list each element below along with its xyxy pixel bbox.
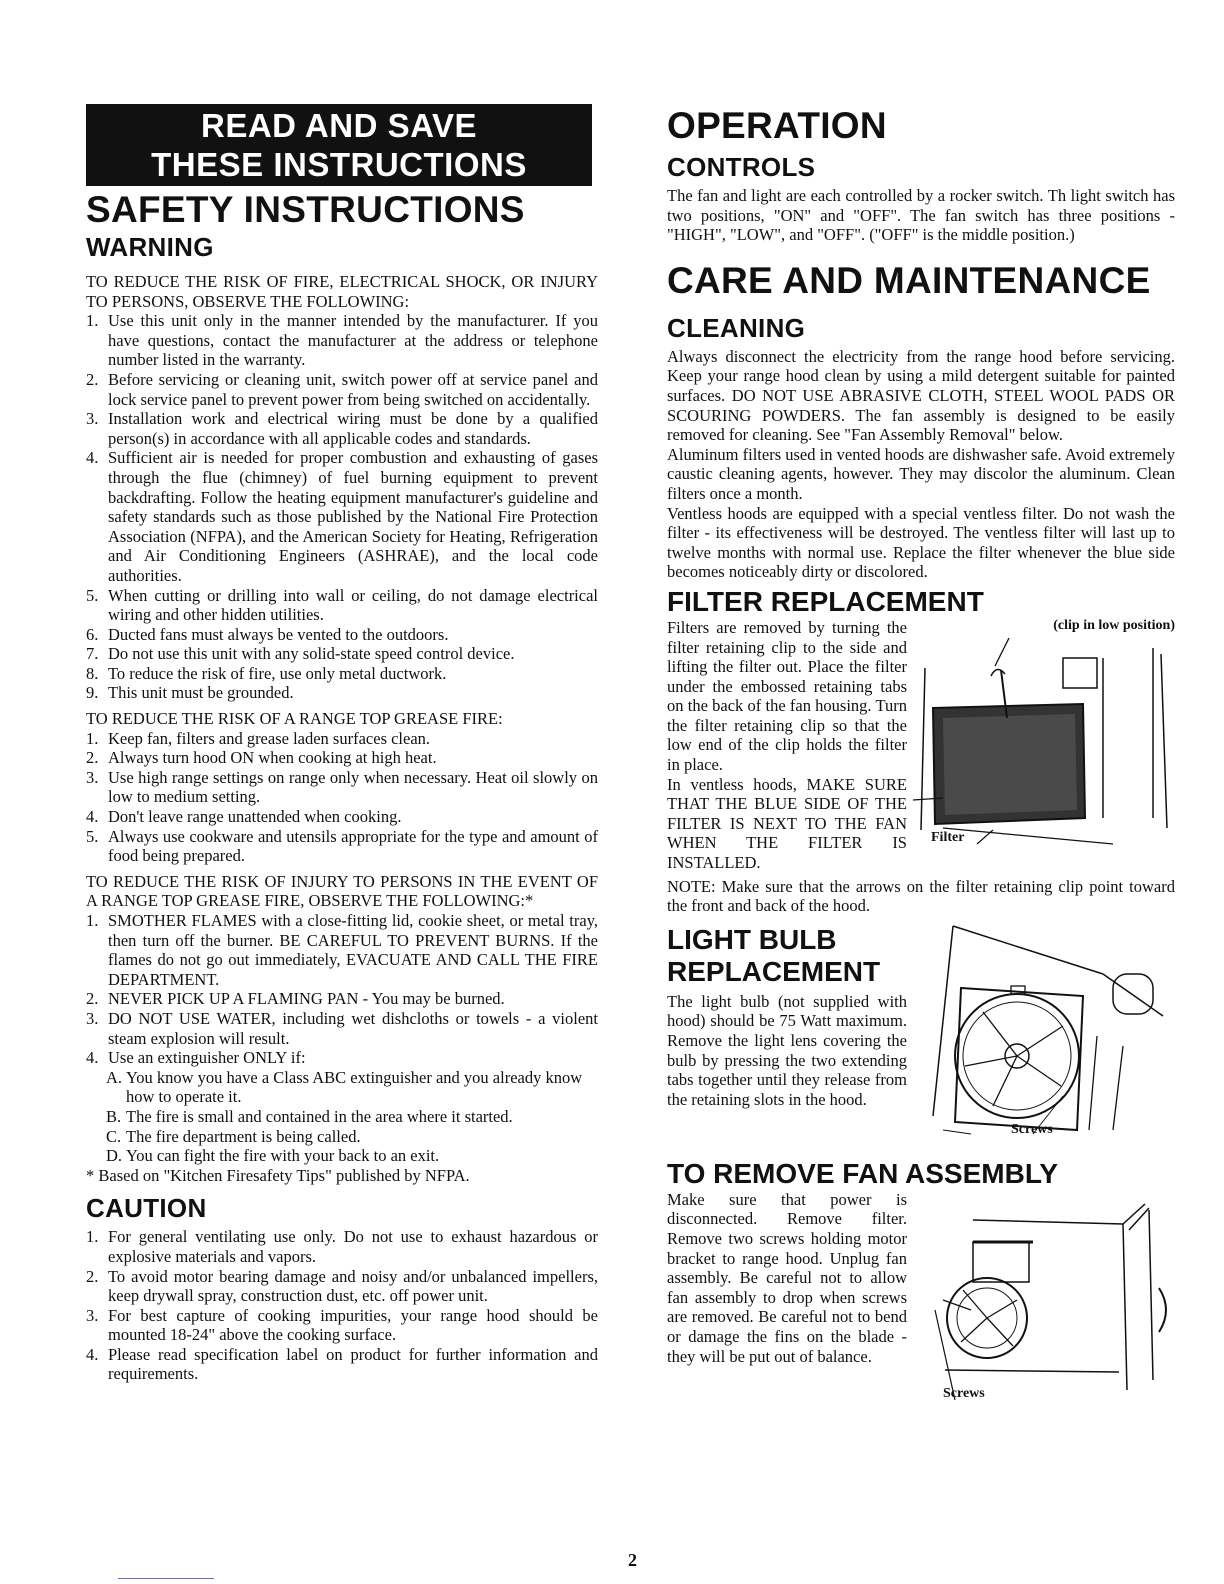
filter-replacement-heading: FILTER REPLACEMENT [667, 585, 984, 617]
warning-heading: WARNING [86, 232, 214, 262]
warning-item-number: 5. [86, 585, 99, 605]
light-bulb-illustration [913, 916, 1175, 1150]
extinguisher-item-text: You know you have a Class ABC extinguisher and you already know how to operate it. [126, 1067, 583, 1107]
warning-item-text: Ducted fans must always be vented to the outdoors. [108, 624, 449, 644]
warning-item-text: Sufficient air is needed for proper combustion and exhausting of gases through the flue (chimney) of fuel burning equipment to prevent backdrafting. Follow the heating equipment manufacturer's guideline and safety standards such as those published by the National Fire Protection Association (NFPA), and the American Society for Heating, Refrigeration and Air Conditioning Engineers (ASHRAE), and the local code authorities. [108, 448, 598, 585]
filter-note: NOTE: Make sure that the arrows on the filter retaining clip point toward the front and back of the hood. [667, 876, 1175, 916]
warning-item-number: 2. [86, 369, 99, 389]
caution-heading: CAUTION [86, 1193, 207, 1224]
safety-instructions-title: SAFETY INSTRUCTIONS [86, 189, 525, 230]
light-bulb-heading-line-1: LIGHT BULB [667, 923, 837, 955]
read-and-save-banner [86, 104, 592, 186]
grease-item [86, 768, 598, 807]
filter-figure-caption-filter: Filter [931, 829, 965, 845]
caution-list [86, 1227, 598, 1384]
extinguisher-item [86, 1127, 598, 1147]
filter-figure-caption-clip: (clip in low position) [1053, 617, 1175, 633]
warning-item [86, 448, 598, 585]
warning-item-number: 7. [86, 644, 99, 664]
cleaning-paragraph-2: Aluminum filters used in vented hoods are dishwasher safe. Avoid extremely caustic cleaning agents, however. They may discolor the aluminum. Clean filters once a month. [667, 444, 1175, 503]
warning-item-text: Installation work and electrical wiring must be done by a qualified person(s) in accordance with all applicable codes and standards. [108, 409, 598, 448]
warning-item-number: 3. [86, 409, 99, 429]
light-bulb-text: The light bulb (not supplied with hood) should be 75 Watt maximum. Remove the light lens covering the bulb by pressing the two extending tabs together until they release from the retaining slots in the hood. [667, 991, 907, 1109]
warning-item [86, 664, 598, 684]
scan-artifact-line [118, 1578, 214, 1579]
fan-assembly-section [667, 1189, 1175, 1401]
light-bulb-section [667, 923, 1175, 1137]
caution-item-number: 1. [86, 1227, 99, 1247]
warning-item-text: Before servicing or cleaning unit, switch power off at service panel and lock service panel to prevent power from being switched on accidentally. [108, 369, 598, 409]
warnings-list [86, 311, 598, 703]
light-bulb-figure-caption: Screws [1011, 1121, 1053, 1137]
grease-item-number: 3. [86, 767, 99, 787]
caution-item-text: For best capture of cooking impurities, your range hood should be mounted 18-24" above the cooking surface. [108, 1305, 598, 1345]
grease-item-number: 2. [86, 748, 99, 768]
warning-item-text: Use this unit only in the manner intended by the manufacturer. If you have questions, contact the manufacturer at the address or telephone number listed in the warranty. [108, 311, 598, 370]
extinguisher-item [86, 1068, 598, 1107]
nfpa-footnote: * Based on "Kitchen Firesafety Tips" published by NFPA. [86, 1165, 470, 1185]
grease-item [86, 827, 598, 866]
grease-item-number: 1. [86, 728, 99, 748]
warning-intro: TO REDUCE THE RISK OF FIRE, ELECTRICAL SHOCK, OR INJURY TO PERSONS, OBSERVE THE FOLLOWING: [86, 272, 598, 311]
warning-item-number: 4. [86, 448, 99, 468]
caution-item [86, 1345, 598, 1384]
injury-item [86, 989, 598, 1009]
remove-fan-assembly-heading: TO REMOVE FAN ASSEMBLY [667, 1157, 1059, 1189]
warning-item [86, 683, 598, 703]
injury-list [86, 911, 598, 1068]
warning-item-text: This unit must be grounded. [108, 683, 294, 703]
banner-line-2: THESE INSTRUCTIONS [151, 146, 527, 183]
warning-item-number: 9. [86, 683, 99, 703]
caution-item-number: 3. [86, 1305, 99, 1325]
injury-item-text: SMOTHER FLAMES with a close-fitting lid, cookie sheet, or metal tray, then turn off the burner. BE CAREFUL TO PREVENT BURNS. If the flames do not go out immediately, EVACUATE AND CALL THE FIRE DEPARTMENT. [108, 911, 598, 989]
light-bulb-figure [913, 916, 1175, 1150]
warning-item-text: When cutting or drilling into wall or ceiling, do not damage electrical wiring and other hidden utilities. [108, 585, 598, 625]
filter-illustration [913, 618, 1175, 850]
warning-item-text: Do not use this unit with any solid-state speed control device. [108, 644, 515, 664]
extinguisher-conditions-list [86, 1068, 598, 1166]
caution-item-text: Please read specification label on product for further information and requirements. [108, 1344, 598, 1384]
grease-item-text: Use high range settings on range only when necessary. Heat oil slowly on low to medium setting. [108, 767, 598, 807]
controls-text: The fan and light are each controlled by a rocker switch. Th light switch has two positions, "ON" and "OFF". The fan switch has three positions - "HIGH", "LOW", and "OFF". ("OFF" is the middle position.) [667, 186, 1175, 245]
grease-fire-intro: TO REDUCE THE RISK OF A RANGE TOP GREASE FIRE: [86, 709, 503, 729]
cleaning-paragraph-3: Ventless hoods are equipped with a special ventless filter. Do not wash the filter - its effectiveness will be destroyed. The ventless filter will last up to twelve months with normal use. Replace the filter whenever the blue side becomes noticeably dirty or discolored. [667, 503, 1175, 582]
fan-assembly-illustration [913, 1190, 1183, 1416]
injury-item-number: 2. [86, 989, 99, 1009]
warning-item-number: 6. [86, 624, 99, 644]
cleaning-heading: CLEANING [667, 312, 806, 343]
filter-figure [913, 618, 1175, 850]
caution-item [86, 1306, 598, 1345]
care-and-maintenance-title: CARE AND MAINTENANCE [667, 259, 1151, 301]
grease-item-text: Always turn hood ON when cooking at high heat. [108, 748, 437, 768]
warning-item [86, 370, 598, 409]
controls-heading: CONTROLS [667, 152, 816, 182]
banner-line-1: READ AND SAVE [200, 107, 478, 144]
extinguisher-item-number: A. [106, 1067, 123, 1087]
caution-item-number: 4. [86, 1344, 99, 1364]
caution-item [86, 1267, 598, 1306]
injury-item-number: 3. [86, 1008, 99, 1028]
fan-assembly-figure [913, 1190, 1183, 1416]
page-number: 2 [628, 1550, 637, 1570]
grease-item-text: Don't leave range unattended when cooking. [108, 807, 402, 827]
extinguisher-item [86, 1146, 598, 1166]
filter-section [667, 618, 1175, 873]
warning-item [86, 586, 598, 625]
grease-item-number: 4. [86, 807, 99, 827]
caution-item [86, 1227, 598, 1266]
grease-item [86, 729, 598, 749]
grease-item-number: 5. [86, 826, 99, 846]
warning-item-text: To reduce the risk of fire, use only metal ductwork. [108, 663, 447, 683]
warning-item [86, 311, 598, 370]
filter-ventless-text: In ventless hoods, MAKE SURE THAT THE BLUE SIDE OF THE FILTER IS NEXT TO THE FAN WHEN THE FILTER IS INSTALLED. [667, 774, 907, 873]
extinguisher-item-text: You can fight the fire with your back to an exit. [126, 1146, 440, 1166]
extinguisher-item [86, 1107, 598, 1127]
grease-fire-list [86, 729, 598, 866]
extinguisher-item-text: The fire is small and contained in the area where it started. [126, 1106, 513, 1126]
warning-item-number: 8. [86, 663, 99, 683]
injury-item-text: Use an extinguisher ONLY if: [108, 1048, 306, 1068]
extinguisher-item-number: D. [106, 1146, 123, 1166]
fan-assembly-text: Make sure that power is disconnected. Remove filter. Remove two screws holding motor bracket to range hood. Unplug fan assembly. Be careful not to allow fan assembly to drop when screws are removed. Be careful not to bend or damage the fins on the blade - they will be put out of balance. [667, 1189, 907, 1366]
filter-text: Filters are removed by turning the filter retaining clip to the side and lifting the filter out. Place the filter under the embossed retaining tabs on the back of the fan housing. Turn the filter retaining clip so that the low end of the clip holds the filter in place. [667, 617, 907, 775]
injury-item [86, 1048, 598, 1068]
injury-item-number: 1. [86, 911, 99, 930]
warning-item-number: 1. [86, 311, 99, 331]
grease-item-text: Always use cookware and utensils appropriate for the type and amount of food being prepared. [108, 826, 598, 866]
injury-item [86, 1009, 598, 1048]
caution-item-text: For general ventilating use only. Do not use to exhaust hazardous or explosive materials and vapors. [108, 1227, 598, 1266]
operation-title: OPERATION [667, 105, 887, 146]
warning-item [86, 409, 598, 448]
caution-item-number: 2. [86, 1266, 99, 1286]
grease-item-text: Keep fan, filters and grease laden surfaces clean. [108, 728, 431, 748]
extinguisher-item-number: C. [106, 1126, 122, 1146]
injury-intro: TO REDUCE THE RISK OF INJURY TO PERSONS IN THE EVENT OF A RANGE TOP GREASE FIRE, OBSERVE THE FOLLOWING:* [86, 871, 598, 911]
caution-item-text: To avoid motor bearing damage and noisy and/or unbalanced impellers, keep drywall spray, construction dust, etc. off power unit. [108, 1266, 598, 1306]
warning-item [86, 625, 598, 645]
injury-item-text: DO NOT USE WATER, including wet dishcloths or towels - a violent steam explosion will result. [108, 1008, 598, 1048]
injury-item-number: 4. [86, 1048, 99, 1068]
light-bulb-heading-line-2: REPLACEMENT [667, 955, 881, 987]
grease-item [86, 748, 598, 768]
extinguisher-item-text: The fire department is being called. [126, 1126, 361, 1146]
fan-assembly-figure-caption: Screws [943, 1385, 985, 1401]
injury-item [86, 911, 598, 989]
right-column [667, 104, 1175, 1416]
injury-item-text: NEVER PICK UP A FLAMING PAN - You may be burned. [108, 989, 505, 1009]
grease-item [86, 807, 598, 827]
cleaning-paragraph-1: Always disconnect the electricity from the range hood before servicing. Keep your range hood clean by using a mild detergent suitable for painted surfaces. DO NOT USE ABRASIVE CLOTH, STEEL WOOL PADS OR SCOURING POWDERS. The fan assembly is designed to be easily removed for cleaning. See "Fan Assembly Removal" below. [667, 346, 1175, 445]
warning-item [86, 644, 598, 664]
extinguisher-item-number: B. [106, 1106, 122, 1126]
left-column [86, 104, 598, 1384]
